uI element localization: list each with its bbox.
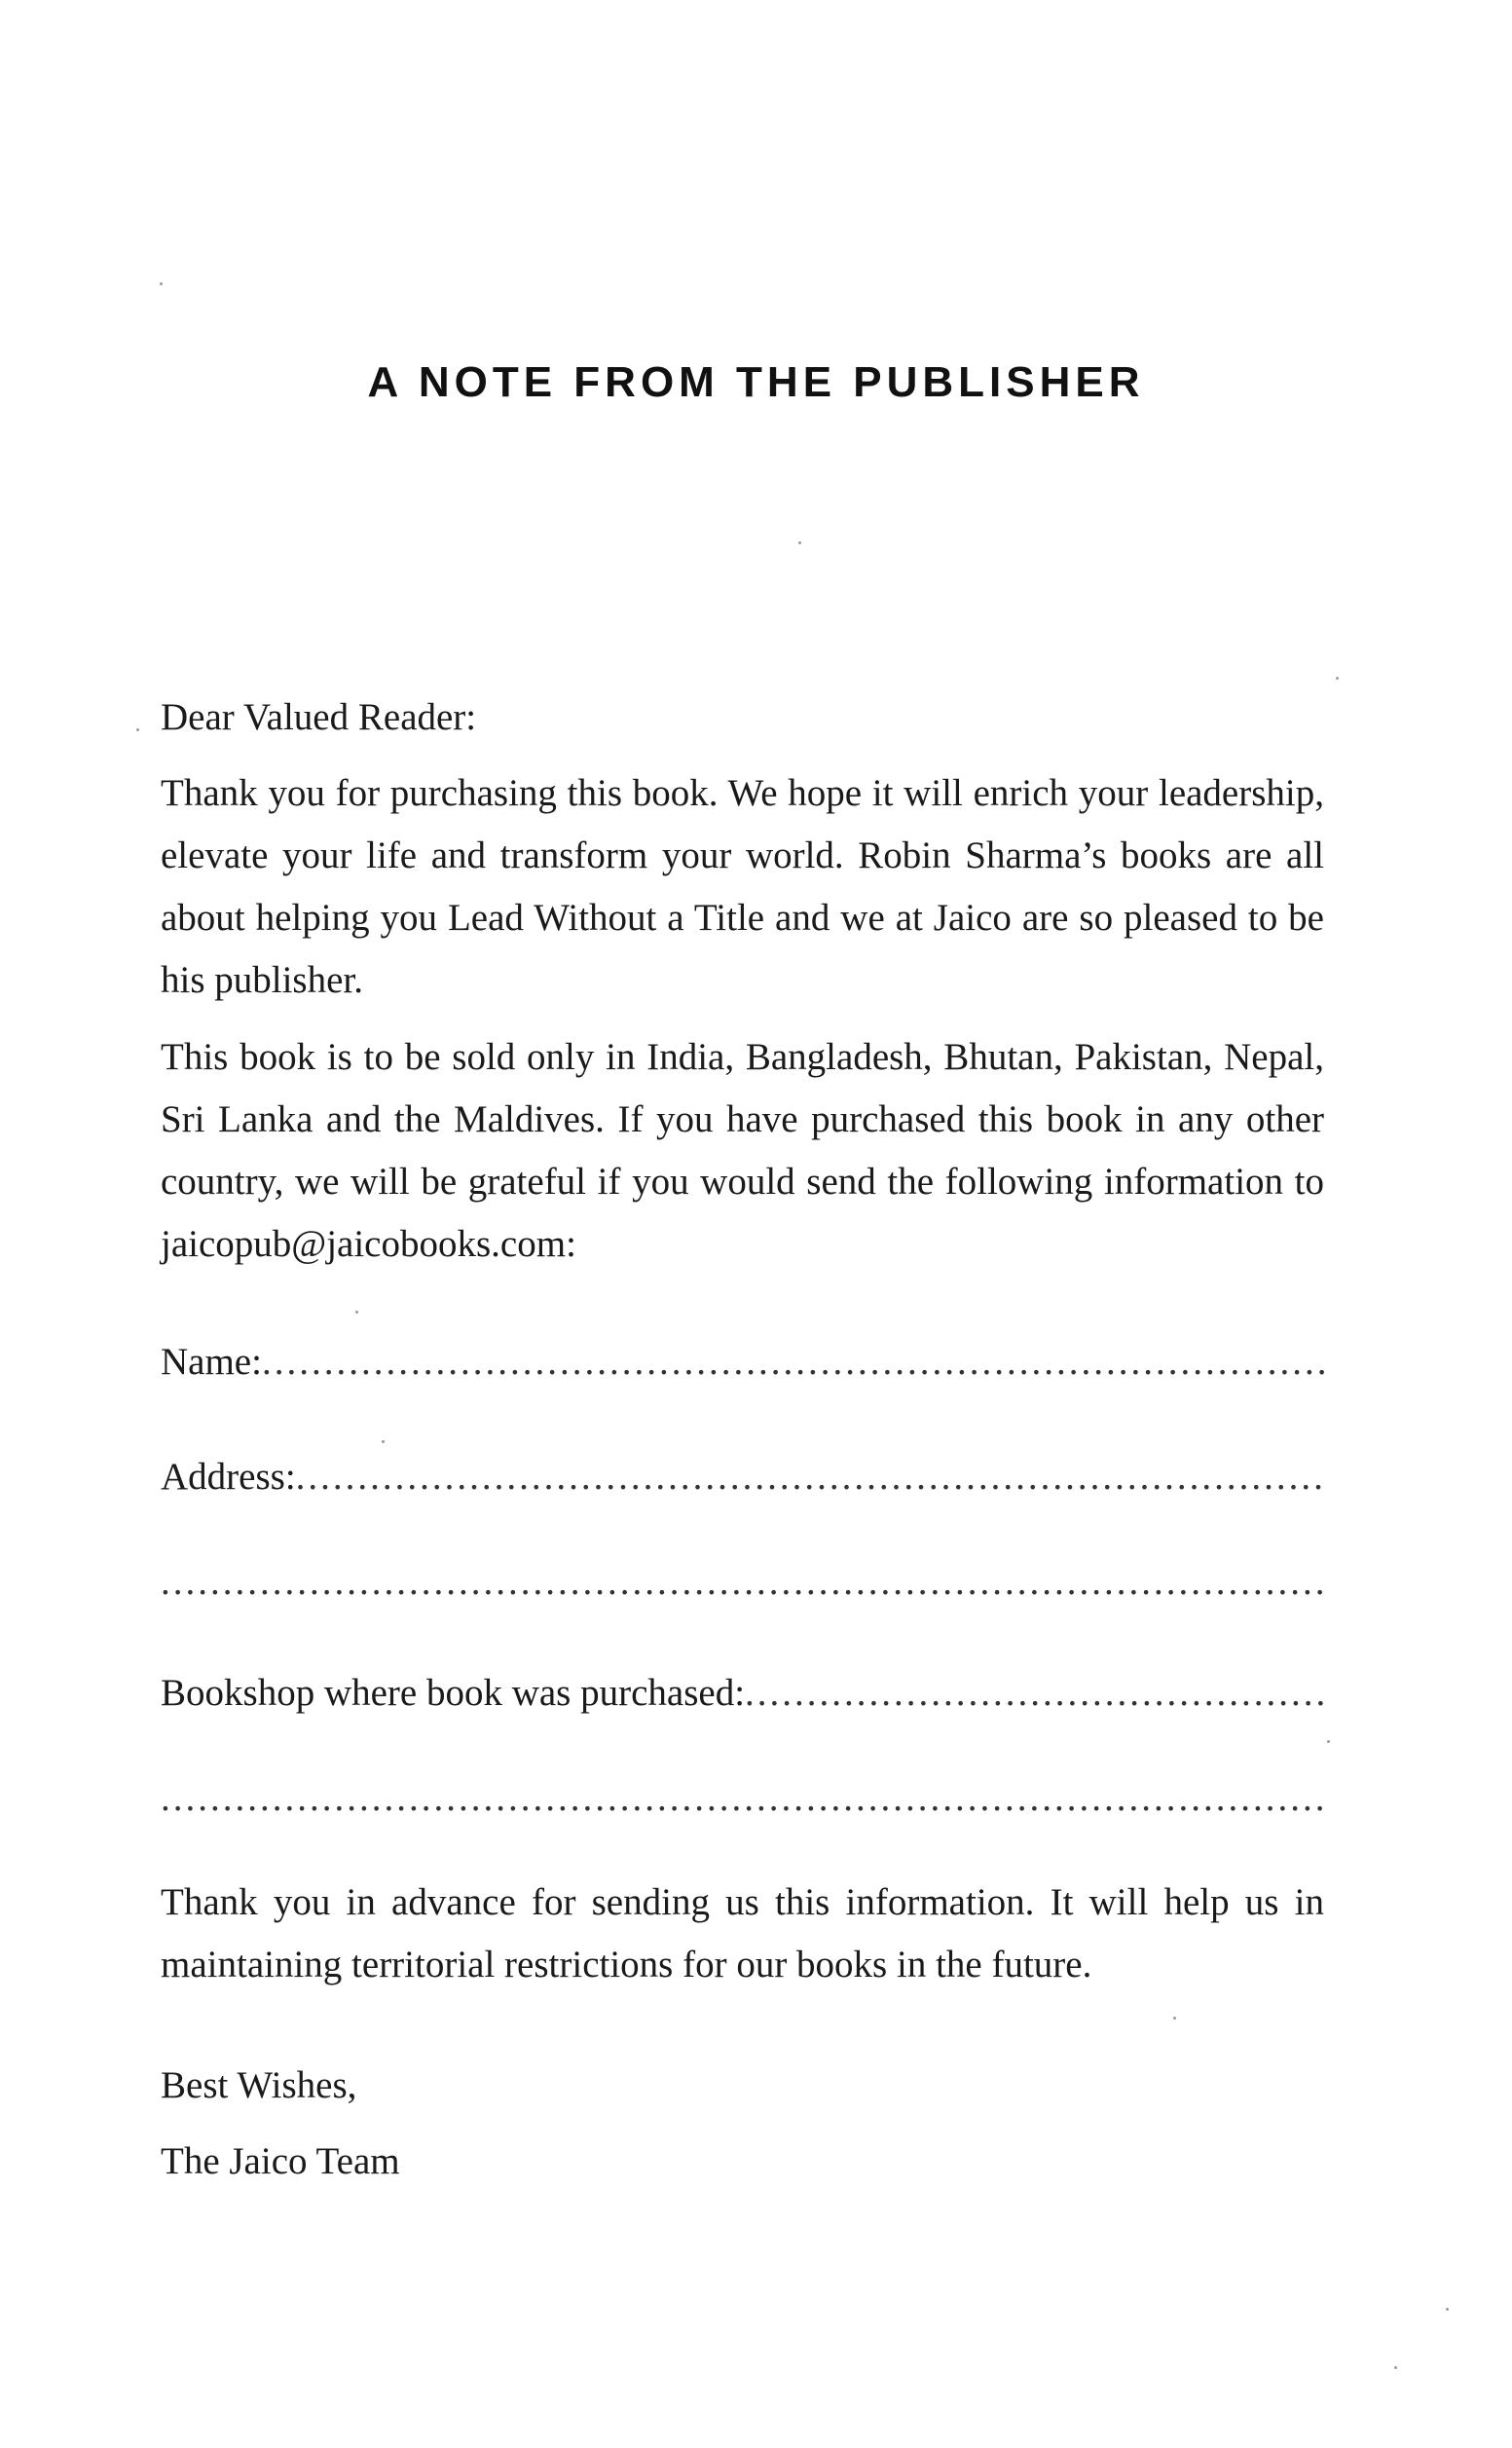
scan-speck (382, 1440, 385, 1443)
scan-speck (1394, 2366, 1397, 2369)
scan-speck (160, 282, 163, 285)
bookshop-dotted-line-2 (161, 1767, 1324, 1830)
bookshop-dotted-line (745, 1662, 1324, 1725)
scan-speck (1327, 1740, 1330, 1743)
bookshop-field[interactable] (161, 1662, 1324, 1725)
address-field-continued[interactable] (161, 1551, 1324, 1613)
scan-speck (355, 1311, 358, 1314)
scan-speck (136, 728, 139, 731)
salutation: Dear Valued Reader: (161, 696, 477, 738)
sign-off: Best Wishes, (161, 2064, 357, 2106)
intro-paragraph: Thank you for purchasing this book. We hope it will enrich your leadership, elevate your life and transform your world. Robin Sharma’s books are all about helping you Lead Without a Title and we at Jaico are so pleased to be his publisher. (161, 772, 1324, 1001)
scan-speck (1336, 677, 1339, 680)
scan-speck (798, 541, 801, 544)
signature: The Jaico Team (161, 2140, 400, 2182)
address-field[interactable] (161, 1446, 1324, 1508)
page-title: A NOTE FROM THE PUBLISHER (367, 358, 1145, 406)
bookshop-field-continued[interactable] (161, 1767, 1324, 1830)
bookshop-label: Bookshop where book was purchased: (161, 1672, 746, 1714)
closing-paragraph: Thank you in advance for sending us this information. It will help us in maintaining territorial restrictions for our books in the future. (161, 1881, 1324, 1985)
address-dotted-line-2 (161, 1551, 1324, 1613)
scan-speck (1173, 2017, 1176, 2020)
name-field[interactable] (161, 1331, 1324, 1393)
name-label: Name: (161, 1341, 262, 1383)
address-dotted-line (296, 1446, 1324, 1508)
scan-speck (1446, 2308, 1449, 2311)
territory-paragraph: This book is to be sold only in India, Bangladesh, Bhutan, Pakistan, Nepal, Sri Lanka and the Maldives. If you have purchased this book in any other country, we will be grateful if you would send the following information to jaicopub@jaicobooks.com: (161, 1036, 1324, 1265)
address-label: Address: (161, 1456, 296, 1498)
name-dotted-line (262, 1331, 1324, 1393)
